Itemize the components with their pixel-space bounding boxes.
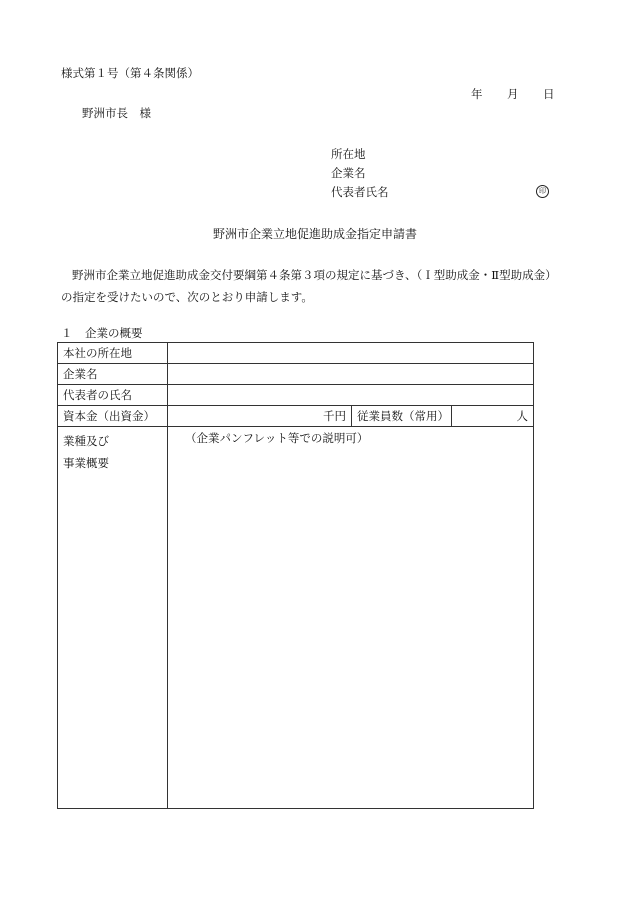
- section-heading: [61, 326, 143, 340]
- employees-field[interactable]: [452, 406, 534, 427]
- document-title: 野洲市企業立地促進助成金指定申請書: [212, 227, 417, 241]
- capital-field[interactable]: [168, 406, 352, 427]
- applicant-rep-label: 代表者氏名: [331, 185, 389, 199]
- section-title: 企業の概要: [85, 326, 143, 340]
- table-row: [58, 385, 534, 406]
- application-statement: [61, 264, 571, 308]
- business-overview-note: （企業パンフレット等での説明可）: [185, 431, 369, 445]
- applicant-company-label: 企業名: [331, 166, 366, 180]
- table-row: [58, 343, 534, 364]
- company-name-label: 企業名: [58, 364, 168, 385]
- section-number: １: [61, 326, 73, 340]
- capital-unit: 千円: [323, 409, 346, 423]
- statement-line-1: 野洲市企業立地促進助成金交付要綱第４条第３項の規定に基づき、（Ｉ型助成金・Ⅱ型助成金）: [72, 268, 557, 282]
- seal-mark: 印: [536, 185, 549, 198]
- addressee: 野洲市長 様: [82, 106, 151, 120]
- date-line: [471, 87, 555, 101]
- company-name-field[interactable]: [168, 364, 534, 385]
- applicant-block: [331, 147, 389, 204]
- table-row: [58, 427, 534, 809]
- capital-label: 資本金（出資金）: [58, 406, 168, 427]
- hq-address-field[interactable]: [168, 343, 534, 364]
- date-day: 日: [543, 87, 555, 101]
- form-number: 様式第１号（第４条関係）: [61, 66, 199, 80]
- date-year: 年: [471, 87, 483, 101]
- business-overview-field[interactable]: [168, 427, 534, 809]
- business-overview-label: [58, 427, 168, 809]
- company-overview-table: [57, 342, 534, 809]
- statement-line-2: の指定を受けたいので、次のとおり申請します。: [61, 290, 313, 304]
- date-month: 月: [507, 87, 519, 101]
- business-label-line-1: 業種及び: [63, 434, 109, 448]
- hq-address-label: 本社の所在地: [58, 343, 168, 364]
- employees-label: 従業員数（常用）: [352, 406, 452, 427]
- business-label-line-2: 事業概要: [63, 456, 109, 470]
- applicant-address-label: 所在地: [331, 147, 366, 161]
- table-row: [58, 406, 534, 427]
- rep-name-field[interactable]: [168, 385, 534, 406]
- table-row: [58, 364, 534, 385]
- rep-name-label: 代表者の氏名: [58, 385, 168, 406]
- employees-unit: 人: [516, 409, 529, 423]
